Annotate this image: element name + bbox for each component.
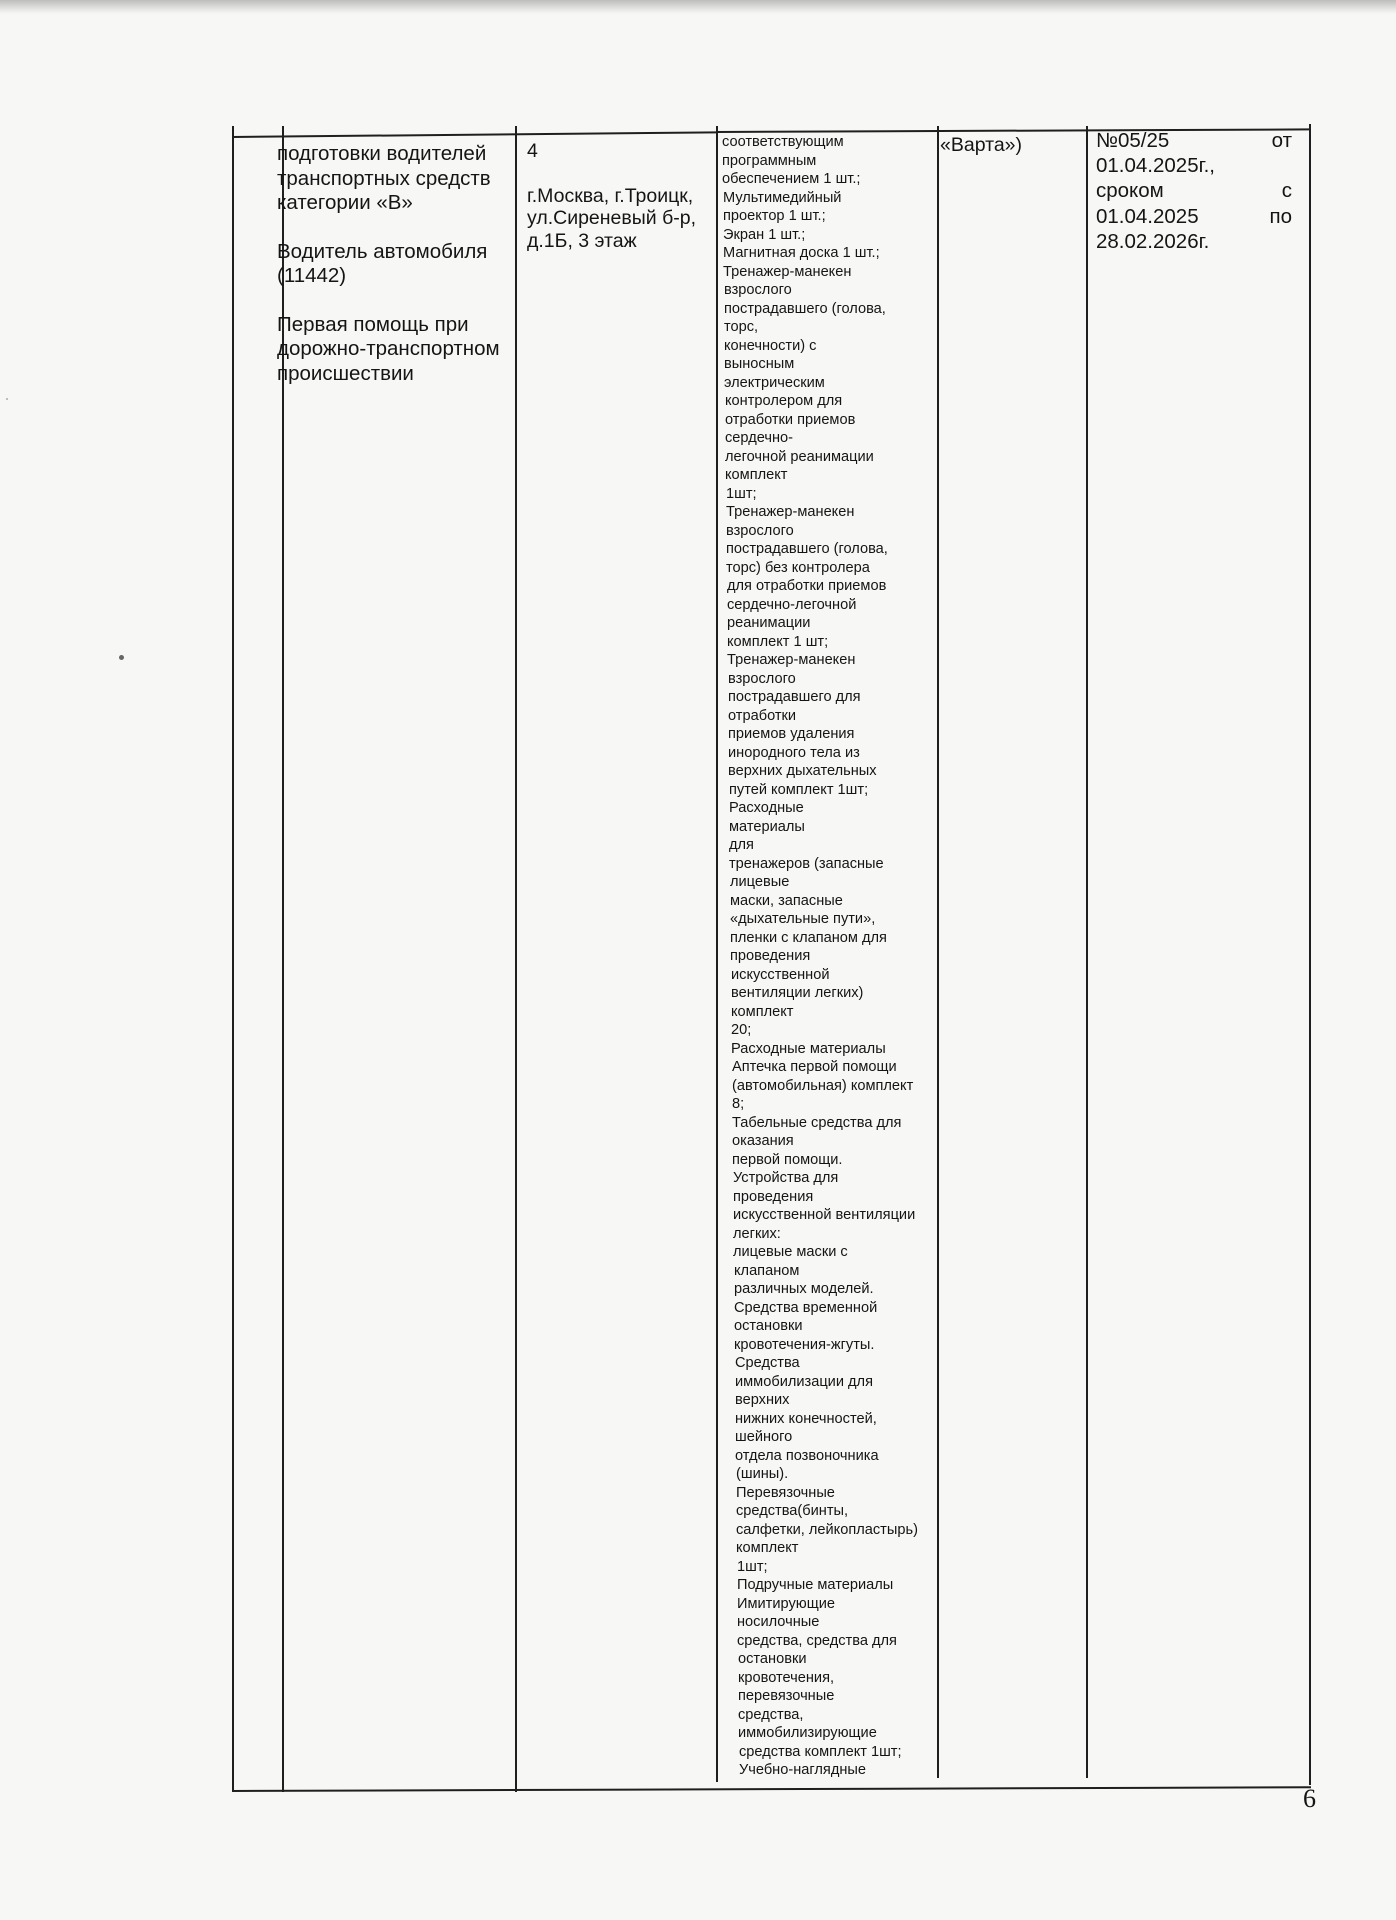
page-number: 6 [1303,1784,1316,1813]
equipment-line: программным [722,152,817,169]
equipment-line: для отработки приемов [727,578,887,594]
equipment-line: соответствующим [722,134,844,150]
equipment-line: пострадавшего (голова, [726,541,888,557]
equipment-line: сердечно- [725,430,793,446]
equipment-line: Расходные [729,800,804,816]
equipment-line: путей комплект 1шт; [729,781,869,798]
equipment-line: кровотечения-жгуты. [734,1336,875,1353]
scan-speck [6,398,8,400]
equipment-line: выносным [724,356,795,372]
equipment-line: легочной реанимации [725,448,874,465]
equipment-line: Имитирующие [737,1595,835,1612]
equipment-line: контролером для [725,393,843,409]
equipment-line: иммобилизирующие [738,1725,877,1741]
equipment-line: Средства временной [734,1299,878,1316]
program-cell [277,142,507,410]
equipment-line: (автомобильная) комплект [732,1077,914,1094]
equipment-line: проектор 1 шт.; [723,208,826,224]
equipment-line: комплект [731,1003,794,1020]
table-column-divider [716,126,718,1782]
equipment-line: Устройства для [733,1170,839,1186]
license-end-date: 28.02.2026г. [1096,229,1210,253]
license-cell [1096,128,1296,254]
equipment-line: иммобилизации для [735,1373,873,1390]
equipment-cell [722,133,944,1780]
equipment-line: средства, средства для [737,1632,897,1649]
equipment-line: Расходные материалы [731,1040,886,1057]
row-number: 4 [527,140,538,162]
equipment-line: Тренажер-манекен [723,263,852,280]
license-term-from: с [1281,179,1292,203]
organization-name: «Варта») [940,134,1023,156]
table-column-divider [515,126,517,1792]
first-aid-course: Первая помощь при дорожно-транспортном происшествии [277,312,500,385]
license-start-date: 01.04.2025 [1096,204,1199,228]
equipment-line: (шины). [736,1466,789,1482]
equipment-line: отработки [728,707,797,724]
equipment-line: средства(бинты, [736,1503,849,1519]
equipment-line: Тренажер-манекен [726,504,855,520]
license-date: 01.04.2025г., [1096,154,1215,178]
equipment-line: различных моделей. [734,1281,874,1297]
equipment-line: Аптечка первой помощи [732,1059,897,1075]
equipment-line: Перевязочные [736,1484,835,1501]
equipment-line: перевязочные [738,1688,835,1704]
equipment-line: торс) без контролера [726,559,870,576]
equipment-line: для [729,837,754,853]
equipment-line: искусственной вентиляции [733,1207,916,1223]
equipment-line: нижних конечностей, [735,1410,877,1427]
scan-top-edge [0,0,1396,14]
equipment-line: электрическим [724,374,825,391]
equipment-line: конечности) с [724,337,817,354]
equipment-line: маски, запасные [730,892,843,909]
equipment-line: Подручные материалы [737,1577,894,1593]
equipment-line: проведения [733,1188,814,1205]
table-column-divider [1309,124,1311,1785]
equipment-line: 1шт; [737,1558,768,1575]
license-term-to: по [1269,204,1292,228]
table-column-divider [1086,126,1088,1778]
equipment-line: носилочные [737,1614,820,1630]
equipment-line: сердечно-легочной [727,596,857,613]
equipment-line: средства комплект 1шт; [739,1743,902,1760]
equipment-line: лицевые [730,874,790,890]
equipment-line: тренажеров (запасные [729,855,884,872]
equipment-line: Магнитная доска 1 шт.; [723,245,880,261]
table-border-top [232,131,716,138]
equipment-line: лицевые маски с [733,1244,848,1260]
equipment-line: верхних [735,1392,790,1408]
equipment-line: комплект 1 шт; [727,633,829,650]
equipment-line: Мультимедийный [723,189,842,206]
equipment-line: кровотечения, [738,1669,835,1686]
equipment-line: Тренажер-манекен [727,652,856,668]
equipment-line: первой помощи. [732,1151,843,1168]
equipment-line: 20; [731,1022,752,1038]
equipment-line: Учебно-наглядные [739,1762,866,1778]
equipment-line: остановки [738,1651,807,1667]
equipment-line: верхних дыхательных [728,763,877,779]
equipment-line: отдела позвоночника [735,1447,879,1464]
equipment-line: проведения [730,948,811,964]
equipment-line: взрослого [728,670,796,687]
license-term-label: сроком [1096,179,1164,203]
organization-cell [940,133,1110,157]
program-name: подготовки водителей транспортных средств категории «В» [277,142,491,214]
equipment-line: комплект [725,467,788,483]
table-border-left [232,126,234,1792]
equipment-line: вентиляции легких) [731,985,864,1001]
equipment-line: Экран 1 шт.; [723,226,806,243]
equipment-line: пленки с клапаном для [730,929,887,946]
equipment-line: клапаном [734,1262,800,1279]
equipment-line: пострадавшего для [728,689,861,705]
equipment-line: комплект [736,1540,799,1556]
address-text: г.Москва, г.Троицк, ул.Сиреневый б-р, д.1Б, 3 этаж [527,184,697,252]
equipment-line: Средства [735,1355,800,1371]
equipment-line: материалы [729,818,805,835]
equipment-line: искусственной [731,966,830,983]
equipment-line: легких: [733,1225,781,1242]
equipment-line: обеспечением 1 шт.; [722,171,861,187]
equipment-line: отработки приемов [725,411,856,428]
license-number-suffix: от [1271,129,1292,152]
table-border-bottom [232,1786,1311,1792]
equipment-line: 1шт; [726,485,757,502]
equipment-line: салфетки, лейкопластырь) [736,1521,918,1538]
equipment-line: средства, [738,1706,804,1723]
license-number: №05/25 [1096,129,1170,152]
scan-speck [119,655,124,660]
equipment-line: пострадавшего (голова, [724,300,886,317]
equipment-line: взрослого [724,282,792,298]
equipment-line: шейного [735,1429,793,1445]
profession-name: Водитель автомобиля (11442) [277,239,488,287]
equipment-line: реанимации [727,615,811,631]
address-cell [527,140,697,252]
equipment-line: оказания [732,1133,794,1149]
equipment-line: торс, [724,319,759,335]
equipment-line: остановки [734,1318,803,1334]
equipment-line: инородного тела из [728,744,860,761]
equipment-line: 8; [732,1096,745,1112]
equipment-line: взрослого [726,522,794,539]
equipment-line: приемов удаления [728,726,855,742]
equipment-line: «дыхательные пути», [730,911,876,927]
equipment-line: Табельные средства для [732,1114,902,1131]
